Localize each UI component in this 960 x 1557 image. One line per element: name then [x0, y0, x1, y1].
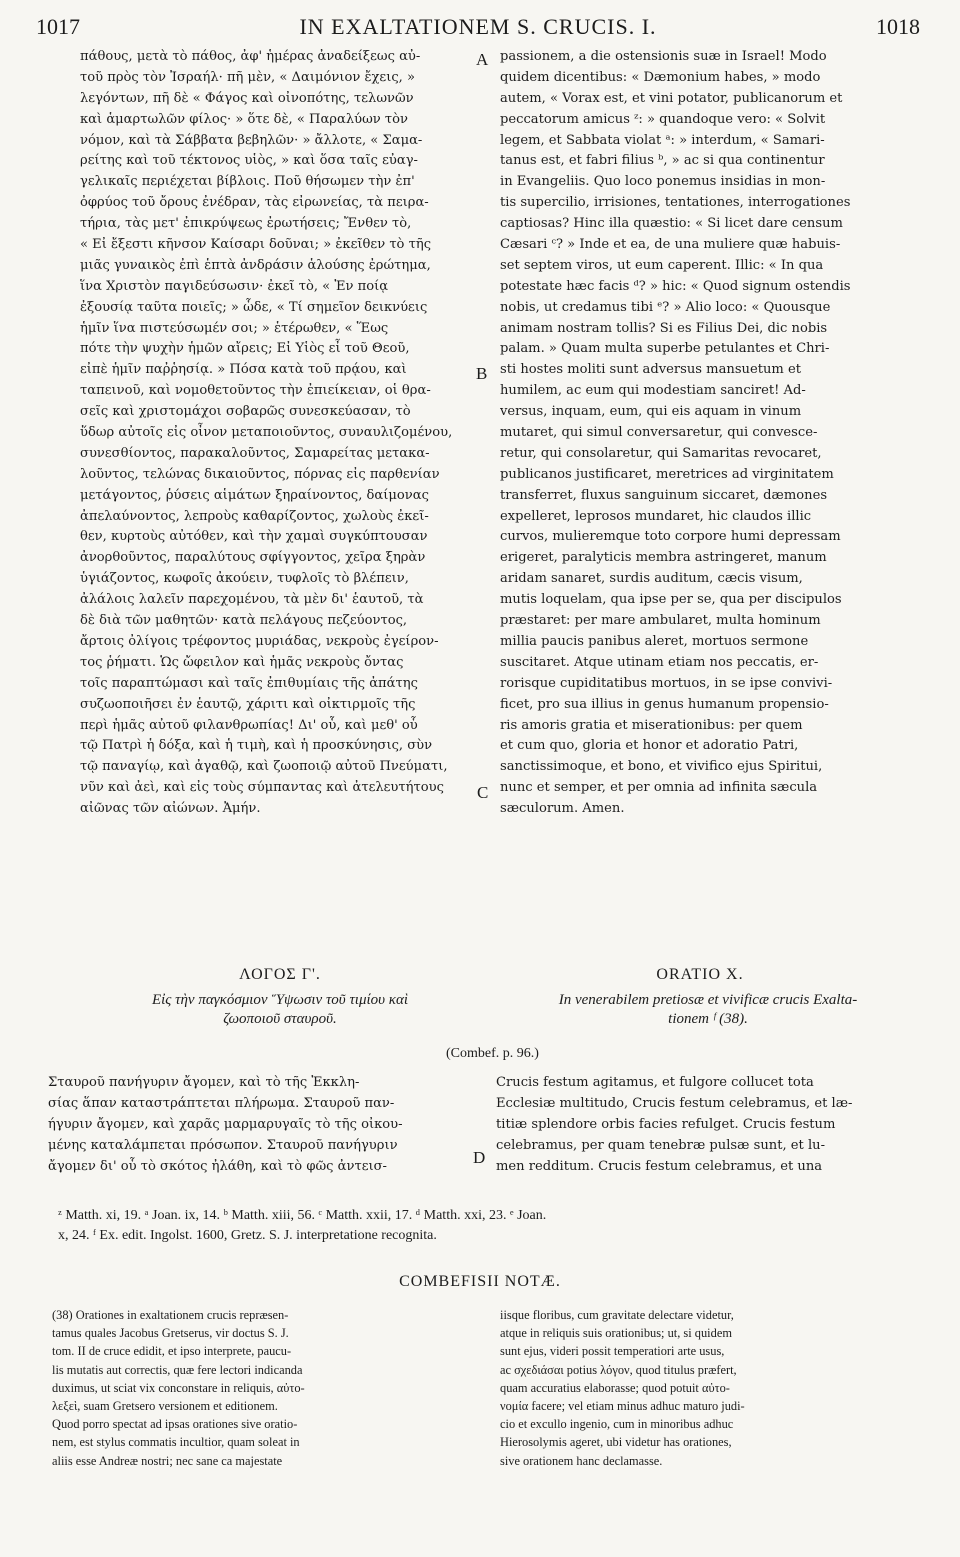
note-line: nem, est stylus commatis incultior, quam soleat in — [52, 1435, 300, 1450]
page-number-left: 1017 — [36, 14, 80, 39]
text-line: ἐξουσίᾳ ταῦτα ποιεῖς; » ὧδε, « Τί σημεῖον δεικνύεις — [80, 299, 428, 315]
text-line: λεγόντων, πῆ δὲ « Φάγος καὶ οἰνοπότης, τελωνῶν — [80, 90, 414, 106]
text-line: nunc et semper, et per omnia ad infinita sæcula — [500, 780, 818, 796]
text-line: θεν, κυρτοὺς αὐτόθεν, καὶ τὴν χαμαὶ συγκύπτουσαν — [80, 529, 428, 545]
note-line: duximus, ut sciat vix conconstare in reliquis, αὐτο- — [52, 1380, 305, 1395]
text-line: σίας ἅπαν καταστράπτεται πλήρωμα. Σταυροῦ παν- — [48, 1095, 395, 1111]
text-line: sæculorum. Amen. — [500, 801, 625, 817]
footnote-line: x, 24. ᶠ Ex. edit. Ingolst. 1600, Gretz. S. J. interpretatione recognita. — [58, 1228, 437, 1243]
text-line: τοῦ πρὸς τὸν Ἰσραήλ· πῆ μὲν, « Δαιμόνιον ἔχεις, » — [80, 69, 416, 85]
text-line: ήγυριν ἄγομεν, καὶ χαρᾶς μαρμαρυγαῖς τὸ τῆς οἰκου- — [48, 1116, 403, 1132]
margin-mark-b: B — [476, 364, 488, 383]
text-line: autem, « Vorax est, et vini potator, publicanorum et — [500, 90, 843, 106]
note-line: aliis esse Andreæ nostri; nec sane ca majestate — [52, 1453, 283, 1468]
greek-oration-subtitle-2: ζωοποιοῦ σταυροῦ. — [223, 1011, 337, 1027]
text-line: μετάγοντος, ῥύσεις αἱμάτων ξηραίνοντος, δαίμονας — [80, 487, 429, 503]
text-line: ἵνα Χριστὸν παγιδεύσωσιν· ἐκεῖ τὸ, « Ἐν ποίᾳ — [80, 278, 389, 294]
latin-oration-heading: ORATIO X. — [656, 966, 744, 983]
text-line: ὀφρύος τοῦ ὄρους ἐνέδραν, τὰς εἰρωνείας, τὰ πειρα- — [80, 195, 429, 211]
text-line: animam nostram tollis? Si es Filius Dei, dic nobis — [500, 320, 828, 336]
notes-column-left — [52, 1306, 480, 1470]
text-line: ὕδωρ αὐτοῖς εἰς οἶνον μεταποιοῦντος, συναυλιζομένου, — [80, 425, 453, 441]
text-line: περὶ ἡμᾶς αὐτοῦ φιλανθρωπίας! Δι' οὗ, καὶ μεθ' οὗ — [80, 717, 418, 733]
text-line: γελικαῖς περιέχεται βίβλοις. Ποῦ θήσωμεν τὴν ἐπ' — [80, 174, 415, 190]
text-line: nobis, ut credamus tibi ᵉ? » Alio loco: « Quousque — [500, 299, 831, 315]
text-line: erigeret, paralyticis membra astringeret, manum — [500, 550, 827, 566]
text-line: mutaret, qui simul conversaretur, qui convesce- — [500, 425, 818, 441]
text-line: τῷ Πατρὶ ἡ δόξα, καὶ ἡ τιμὴ, καὶ ἡ προσκύνησις, σὺν — [80, 738, 433, 754]
text-line: Σταυροῦ πανήγυριν ἄγομεν, καὶ τὸ τῆς Ἐκκλη- — [48, 1075, 360, 1090]
text-line: retur, qui consolaretur, qui Samaritas revocaret, — [500, 445, 822, 461]
greek-oration-heading: ΛΟΓΟΣ Γ'. — [239, 966, 321, 983]
page-header — [36, 4, 920, 44]
latin-oration-subtitle-2: tionem ᶠ (38). — [668, 1011, 748, 1027]
note-line: quam accuratius elaborasse; quod potuit αὐτο- — [500, 1380, 730, 1395]
note-line: atque in reliquis suis orationibus; ut, si quidem — [500, 1326, 732, 1341]
text-line: aridam sanaret, surdis auditum, cæcis visum, — [500, 571, 803, 587]
text-line: sti hostes moliti sunt adversus mansuetum et — [500, 362, 802, 378]
text-line: titiæ splendore orbis facies refulget. Crucis festum — [496, 1116, 836, 1132]
greek-column-top — [80, 47, 490, 820]
text-line: men redditum. Crucis festum celebramus, et una — [496, 1158, 823, 1174]
text-line: λοῦντος, τελώνας δικαιοῦντος, πόρνας εἰς παρθενίαν — [80, 466, 440, 482]
margin-mark-c: C — [477, 783, 489, 802]
text-line: transferret, fluxus sanguinum siccaret, dæmones — [500, 487, 828, 503]
text-line: δὲ διὰ τῶν μαθητῶν· κατὰ πελάγους πεζεύοντος, — [80, 613, 408, 629]
running-title: IN EXALTATIONEM S. CRUCIS. I. — [299, 14, 657, 39]
latin-oration-subtitle-1: In venerabilem pretiosæ et vivificæ crucis Exalta- — [558, 992, 858, 1008]
text-line: præstaret: per mare ambularet, multa hominum — [500, 613, 821, 629]
text-line: palam. » Quam multa superbe petulantes et Chri- — [500, 341, 830, 357]
note-line: νομία facere; vel etiam minus adhuc maturo judi- — [500, 1398, 745, 1413]
text-line: passionem, a die ostensionis suæ in Israel! Modo — [500, 49, 827, 64]
text-line: ficet, pro sua illius in genus humanum propensio- — [500, 696, 829, 712]
footnote-line: ᶻ Matth. xi, 19. ᵃ Joan. ix, 14. ᵇ Matth. xiii, 56. ᶜ Matth. xxii, 17. ᵈ Matth. xxi, 23. ᵉ Joan. — [58, 1208, 547, 1223]
edition-reference: (Combef. p. 96.) — [446, 1046, 539, 1061]
text-line: expelleret, leprosos mundaret, hic claudos illic — [500, 508, 812, 524]
text-line: « Εἰ ἔξεστι κῆνσον Καίσαρι δοῦναι; » ἐκεῖθεν τὸ τῆς — [80, 237, 432, 253]
latin-column-bottom — [496, 1073, 918, 1177]
greek-oration-subtitle-1: Εἰς τὴν παγκόσμιον Ὕψωσιν τοῦ τιμίου καὶ — [151, 992, 409, 1008]
text-line: τήρια, τὰς μετ' ἐπικρύψεως ἐρωτήσεις; Ἔνθεν τὸ, — [80, 216, 412, 232]
text-line: curvos, mulieremque toto corpore humi depressam — [500, 529, 841, 545]
notes-column-right — [500, 1306, 920, 1470]
text-line: νόμον, καὶ τὰ Σάββατα βεβηλῶν· » ἄλλοτε, « Σαμα- — [80, 132, 423, 148]
text-line: et cum quo, gloria et honor et adoratio Patri, — [500, 738, 799, 754]
text-line: ἀλάλοις λαλεῖν παρεχομένου, τὰ μὲν δι' ἑαυτοῦ, τὰ — [80, 592, 424, 608]
text-line: καὶ ἁμαρτωλῶν φίλος· » ὅτε δὲ, « Παραλύων τὸν — [80, 111, 408, 127]
text-line: πότε τὴν ψυχὴν ἡμῶν αἴρεις; Εἰ Υἱὸς εἶ τοῦ Θεοῦ, — [80, 341, 410, 357]
text-line: rorisque cupiditatibus mortuos, in se ipse convivi- — [500, 675, 833, 691]
text-line: quidem dicentibus: « Dæmonium habes, » modo — [500, 69, 821, 85]
footnotes — [58, 1206, 920, 1246]
text-line: αἰῶνας τῶν αἰώνων. Ἀμήν. — [80, 801, 261, 817]
text-line: peccatorum amicus ᶻ: » quandoque vero: « Solvit — [500, 111, 826, 127]
text-line: humilem, ac eum qui modestiam sanciret! Ad- — [500, 383, 806, 399]
text-line: mutis loquelam, qua ipse per se, qua per discipulos — [500, 592, 842, 608]
text-line: legem, et Sabbata violat ᵃ: » interdum, « Samari- — [500, 132, 825, 148]
note-line: sive orationem hanc declamasse. — [500, 1453, 663, 1468]
margin-mark-a: A — [476, 50, 489, 69]
note-line: λεξεὶ, suam Gretsero versionem et editionem. — [52, 1398, 278, 1413]
text-line: Ecclesiæ multitudo, Crucis festum celebramus, et læ- — [496, 1095, 853, 1111]
text-line: μιᾶς γυναικὸς ἐπὶ ἑπτὰ ἀνδράσιν ἁλούσης ἐρώτημα, — [80, 257, 431, 273]
text-line: ἄρτοις ὀλίγοις τρέφοντος μυριάδας, νεκροὺς ἐγείρον- — [80, 633, 439, 649]
text-line: ἄγομεν δι' οὗ τὸ σκότος ἠλάθη, καὶ τὸ φῶς ἀντεισ- — [48, 1158, 387, 1174]
text-line: millia paucis panibus aleret, mortuos sermone — [500, 633, 809, 649]
text-line: suscitaret. Atque utinam etiam nos peccatis, er- — [500, 654, 819, 670]
text-line: τοῖς παραπτώμασι καὶ ταῖς ἐπιθυμίαις τῆς ἀπάτης — [80, 675, 418, 691]
text-line: Crucis festum agitamus, et fulgore collucet tota — [496, 1075, 814, 1090]
text-line: ἡμῖν ἵνα πιστεύσωμέν σοι; » ἑτέρωθεν, « Ἕως — [80, 320, 389, 336]
page-number-right: 1018 — [876, 14, 920, 39]
text-line: sanctissimoque, et bono, et vivifico ejus Spiritui, — [500, 759, 823, 775]
text-line: ἀπελαύνοντος, λεπροὺς καθαρίζοντος, χωλοὺς ἐκεῖ- — [80, 508, 429, 524]
latin-column-top — [500, 47, 918, 820]
note-line: iisque floribus, cum gravitate delectare videtur, — [500, 1308, 734, 1322]
text-line: captiosas? Hinc illa quæstio: « Si licet dare censum — [500, 216, 843, 232]
text-line: εἰπὲ ἡμῖν παῤῥησίᾳ. » Πόσα κατὰ τοῦ πρᾴου, καὶ — [80, 362, 407, 378]
note-line: lis mutatis aut correctis, quæ fere lectori indicanda — [52, 1362, 303, 1377]
text-line: συζωοποιῆσει ἐν ἑαυτῷ, χάριτι καὶ οἰκτιρμοῖς τῆς — [80, 696, 416, 712]
text-line: ris amoris gratia et miserationibus: per quem — [500, 717, 803, 733]
text-line: potestate hæc facis ᵈ? » hic: « Quod signum ostendis — [500, 278, 851, 294]
text-line: ρείτης καὶ τοῦ τέκτονος υἱὸς, » καὶ ὅσα ταῖς εὐαγ- — [80, 153, 418, 169]
text-line: ταπεινοῦ, καὶ νομοθετοῦντος τὴν ἐπιείκειαν, οἱ θρα- — [80, 383, 431, 399]
text-line: ὑγιάζοντος, κωφοῖς ἀκούειν, τυφλοῖς τὸ βλέπειν, — [80, 571, 409, 587]
margin-mark-d: D — [473, 1148, 486, 1167]
text-line: versus, inquam, eum, qui eis aquam in vinum — [500, 404, 802, 420]
note-line: tom. II de cruce edidit, et ipso interprete, paucu- — [52, 1344, 292, 1359]
greek-column-bottom — [48, 1073, 493, 1177]
text-line: νῦν καὶ ἀεὶ, καὶ εἰς τοὺς σύμπαντας καὶ ἀτελευτήτους — [80, 780, 444, 796]
text-line: πάθους, μετὰ τὸ πάθος, ἀφ' ἡμέρας ἀναδείξεως αὐ- — [80, 49, 421, 64]
text-line: μένης καταλάμπεται πρόσωπον. Σταυροῦ πανήγυριν — [48, 1137, 398, 1153]
text-line: set septem viros, ut eum caperent. Illic: « In qua — [500, 257, 824, 273]
note-line: (38) Orationes in exaltationem crucis repræsen- — [52, 1308, 289, 1322]
text-line: publicanos justificaret, meretrices ad virginitatem — [500, 466, 834, 482]
text-line: συνεσθίοντος, παρακαλοῦντος, Σαμαρείτας μετακα- — [80, 445, 430, 461]
text-line: τῷ παναγίῳ, καὶ ἀγαθῷ, καὶ ζωοποιῷ αὐτοῦ Πνεύματι, — [80, 759, 448, 775]
text-line: σεῖς καὶ χριστομάχοι σοβαρῶς συνεσκεύασαν, τὸ — [80, 404, 411, 420]
text-line: tis supercilio, irrisiones, tentationes, interrogationes — [500, 195, 851, 211]
text-line: in Evangeliis. Quo loco ponemus insidias in mon- — [500, 174, 826, 190]
text-line: τος ῥήματι. Ὡς ὤφειλον καὶ ἡμᾶς νεκροὺς ὄντας — [80, 654, 404, 670]
text-line: ἀνορθοῦντος, παραλύτους σφίγγοντος, χεῖρα ξηρὰν — [80, 550, 426, 566]
text-line: celebramus, per quam tenebræ pulsæ sunt, et lu- — [496, 1137, 825, 1153]
note-line: Quod porro spectat ad ipsas orationes sive oratio- — [52, 1417, 298, 1432]
notes-title: COMBEFISII NOTÆ. — [399, 1273, 561, 1290]
note-line: tamus quales Jacobus Gretserus, vir doctus S. J. — [52, 1326, 289, 1341]
text-line: tanus est, et fabri filius ᵇ, » ac si qua continentur — [500, 153, 825, 169]
note-line: sunt ejus, videri possit temperatiori arte usus, — [500, 1344, 725, 1359]
note-line: ac σχεδιάσαι potius λόγον, quod titulus præfert, — [500, 1362, 737, 1377]
text-line: Cæsari ᶜ? » Inde et ea, de una muliere quæ habuis- — [500, 237, 841, 253]
note-line: cio et excullo ingenio, cum in minoribus adhuc — [500, 1417, 734, 1432]
note-line: Hierosolymis ageret, ubi videtur has orationes, — [500, 1435, 732, 1450]
